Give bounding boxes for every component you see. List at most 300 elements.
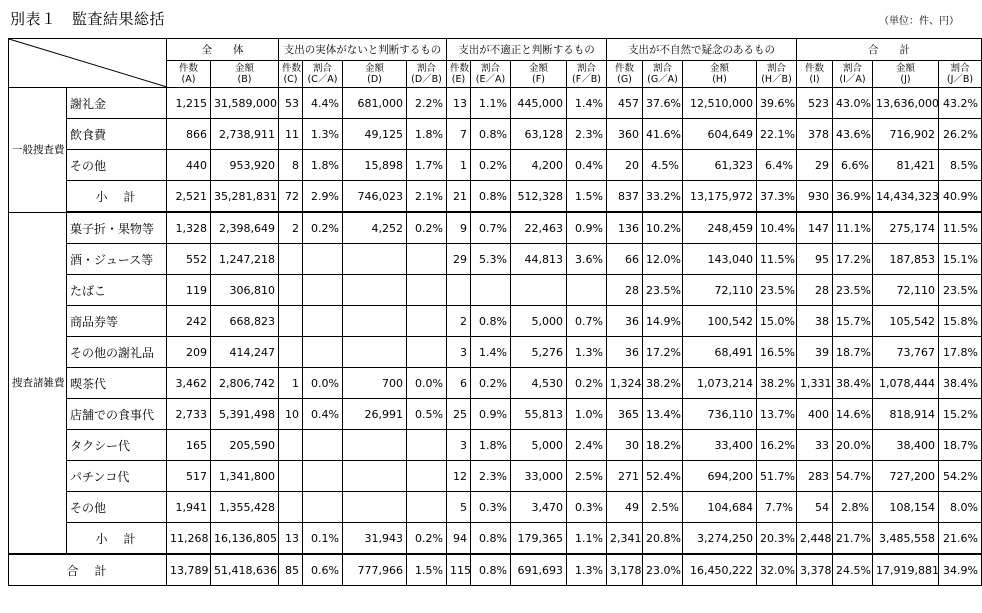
- table-cell: 119: [167, 275, 211, 306]
- table-cell: 681,000: [343, 88, 407, 119]
- column-header: [643, 61, 683, 88]
- table-cell: 13: [279, 523, 303, 555]
- table-cell: 12: [447, 461, 471, 492]
- table-cell: 1.8%: [471, 430, 511, 461]
- table-cell: 30: [607, 430, 643, 461]
- table-cell: 15.2%: [939, 399, 982, 430]
- table-cell: 3,462: [167, 368, 211, 399]
- table-cell: 38.4%: [833, 368, 873, 399]
- column-header: [607, 61, 643, 88]
- table-cell: [343, 337, 407, 368]
- table-cell: 13: [447, 88, 471, 119]
- table-cell: 33: [797, 430, 833, 461]
- table-cell: [279, 461, 303, 492]
- table-cell: 13.7%: [757, 399, 797, 430]
- table-cell: 38.4%: [939, 368, 982, 399]
- table-cell: 0.7%: [567, 306, 607, 337]
- column-header-label: 金額: [234, 63, 254, 74]
- table-cell: 11: [279, 119, 303, 150]
- table-cell: 365: [607, 399, 643, 430]
- table-cell: 21: [447, 181, 471, 213]
- table-cell: 10.2%: [643, 212, 683, 244]
- table-cell: 445,000: [511, 88, 567, 119]
- column-header-label: 金額: [895, 63, 915, 74]
- table-cell: 100,542: [683, 306, 757, 337]
- group-header-row: [9, 39, 982, 61]
- table-cell: 2.4%: [567, 430, 607, 461]
- table-cell: 0.2%: [567, 368, 607, 399]
- table-cell: 38.2%: [757, 368, 797, 399]
- column-header-code: (G／A): [647, 74, 678, 85]
- table-cell: 736,110: [683, 399, 757, 430]
- column-header: [757, 61, 797, 88]
- table-cell: 31,943: [343, 523, 407, 555]
- column-header: [343, 61, 407, 88]
- table-cell: 14,434,323: [873, 181, 939, 213]
- table-cell: 6.6%: [833, 150, 873, 181]
- table-cell: [407, 337, 447, 368]
- table-cell: [343, 244, 407, 275]
- page-header: [0, 0, 971, 36]
- table-cell: 21.6%: [939, 523, 982, 555]
- table-cell: 517: [167, 461, 211, 492]
- subtotal-row: [9, 523, 982, 555]
- table-body: [9, 88, 982, 586]
- table-row: [9, 337, 982, 368]
- table-cell: 3.6%: [567, 244, 607, 275]
- row-label: その他: [67, 150, 167, 181]
- table-cell: 8.5%: [939, 150, 982, 181]
- table-row: [9, 212, 982, 244]
- table-cell: 18.7%: [833, 337, 873, 368]
- table-cell: 165: [167, 430, 211, 461]
- table-cell: 5,276: [511, 337, 567, 368]
- table-cell: 1.4%: [471, 337, 511, 368]
- table-cell: 21.7%: [833, 523, 873, 555]
- table-cell: 2,398,649: [211, 212, 279, 244]
- table-cell: 6.4%: [757, 150, 797, 181]
- table-cell: 0.2%: [471, 150, 511, 181]
- table-cell: 104,684: [683, 492, 757, 523]
- table-row: [9, 88, 982, 119]
- column-header: [567, 61, 607, 88]
- table-cell: [343, 275, 407, 306]
- table-cell: 0.2%: [407, 523, 447, 555]
- table-cell: 248,459: [683, 212, 757, 244]
- table-cell: 49,125: [343, 119, 407, 150]
- table-cell: 12,510,000: [683, 88, 757, 119]
- table-cell: 4,252: [343, 212, 407, 244]
- table-cell: 9: [447, 212, 471, 244]
- table-cell: 11,268: [167, 523, 211, 555]
- table-cell: 694,200: [683, 461, 757, 492]
- column-header-code: (B): [237, 74, 252, 85]
- corner-cell: [9, 39, 167, 88]
- table-cell: 1: [279, 368, 303, 399]
- table-cell: [303, 306, 343, 337]
- table-cell: 51,418,636: [211, 554, 279, 586]
- column-header: [471, 61, 511, 88]
- table-cell: 283: [797, 461, 833, 492]
- table-cell: 0.3%: [567, 492, 607, 523]
- grand-total-label: 合 計: [9, 554, 167, 586]
- table-cell: 8.0%: [939, 492, 982, 523]
- table-cell: [407, 306, 447, 337]
- column-header-label: 割合: [652, 63, 672, 74]
- table-cell: 0.2%: [471, 368, 511, 399]
- table-cell: 1.8%: [303, 150, 343, 181]
- table-row: [9, 492, 982, 523]
- table-cell: 23.0%: [643, 554, 683, 586]
- table-cell: 63,128: [511, 119, 567, 150]
- table-row: [9, 368, 982, 399]
- row-label: 喫茶代: [67, 368, 167, 399]
- table-cell: 1,341,800: [211, 461, 279, 492]
- table-cell: 5,391,498: [211, 399, 279, 430]
- row-label: その他の謝礼品: [67, 337, 167, 368]
- table-cell: 20: [607, 150, 643, 181]
- table-cell: [343, 430, 407, 461]
- table-cell: 52.4%: [643, 461, 683, 492]
- column-header-code: (F／B): [572, 74, 601, 85]
- table-cell: 41.6%: [643, 119, 683, 150]
- table-cell: 14.6%: [833, 399, 873, 430]
- table-cell: 0.8%: [471, 306, 511, 337]
- table-cell: 1,073,214: [683, 368, 757, 399]
- column-header: [511, 61, 567, 88]
- column-header: [303, 61, 343, 88]
- table-cell: 2: [279, 212, 303, 244]
- group-header: 支出の実体がないと判断するもの: [279, 39, 447, 61]
- table-cell: 38,400: [873, 430, 939, 461]
- column-header: [939, 61, 982, 88]
- table-cell: 306,810: [211, 275, 279, 306]
- table-cell: [343, 461, 407, 492]
- table-cell: 26,991: [343, 399, 407, 430]
- table-cell: 953,920: [211, 150, 279, 181]
- corner-diagonal: [9, 39, 167, 87]
- table-cell: 1.0%: [567, 399, 607, 430]
- table-cell: 0.3%: [471, 492, 511, 523]
- subtotal-label: 小 計: [67, 181, 167, 213]
- table-cell: 26.2%: [939, 119, 982, 150]
- table-cell: [407, 461, 447, 492]
- audit-summary-table: [8, 38, 982, 586]
- section-label: 一般捜査費: [9, 88, 67, 213]
- table-cell: 457: [607, 88, 643, 119]
- table-cell: 604,649: [683, 119, 757, 150]
- row-label: 菓子折・果物等: [67, 212, 167, 244]
- table-cell: 1,941: [167, 492, 211, 523]
- subtotal-row: [9, 181, 982, 213]
- table-row: [9, 244, 982, 275]
- table-cell: 3,178: [607, 554, 643, 586]
- table-cell: 0.8%: [471, 119, 511, 150]
- table-cell: 11.5%: [757, 244, 797, 275]
- table-cell: 11.1%: [833, 212, 873, 244]
- table-cell: 17.2%: [833, 244, 873, 275]
- unit-note: （単位：件、円）: [879, 16, 959, 27]
- table-cell: 36: [607, 306, 643, 337]
- table-cell: 12.0%: [643, 244, 683, 275]
- table-cell: [407, 430, 447, 461]
- column-header-code: (D／B): [411, 74, 442, 85]
- table-cell: 2.2%: [407, 88, 447, 119]
- table-cell: 66: [607, 244, 643, 275]
- column-header: [873, 61, 939, 88]
- table-cell: 3,485,558: [873, 523, 939, 555]
- section-label: 捜査諸雑費: [9, 212, 67, 554]
- table-cell: 13,789: [167, 554, 211, 586]
- table-row: [9, 275, 982, 306]
- column-header-label: 件数: [614, 63, 634, 74]
- table-cell: 143,040: [683, 244, 757, 275]
- table-cell: [407, 275, 447, 306]
- column-header-code: (H): [712, 74, 727, 85]
- table-cell: 16.2%: [757, 430, 797, 461]
- group-header: 支出が不適正と判断するもの: [447, 39, 607, 61]
- row-label: その他: [67, 492, 167, 523]
- table-cell: [279, 275, 303, 306]
- table-cell: 85: [279, 554, 303, 586]
- table-cell: 0.9%: [471, 399, 511, 430]
- table-cell: 16.5%: [757, 337, 797, 368]
- column-header-label: 割合: [842, 63, 862, 74]
- table-cell: 4.5%: [643, 150, 683, 181]
- column-header-code: (J): [900, 74, 911, 85]
- table-cell: 1.1%: [567, 523, 607, 555]
- column-header-label: 割合: [950, 63, 970, 74]
- table-cell: 0.7%: [471, 212, 511, 244]
- table-cell: 53: [279, 88, 303, 119]
- table-cell: [407, 244, 447, 275]
- column-header-code: (I／A): [839, 74, 866, 85]
- table-cell: [279, 337, 303, 368]
- table-cell: 2.3%: [567, 119, 607, 150]
- table-cell: 115: [447, 554, 471, 586]
- table-cell: 18.2%: [643, 430, 683, 461]
- table-cell: 29: [797, 150, 833, 181]
- table-cell: 0.2%: [407, 212, 447, 244]
- table-cell: 4,200: [511, 150, 567, 181]
- table-cell: 55,813: [511, 399, 567, 430]
- table-cell: 2,806,742: [211, 368, 279, 399]
- table-cell: 0.5%: [407, 399, 447, 430]
- table-cell: 205,590: [211, 430, 279, 461]
- column-header-code: (D): [367, 74, 382, 85]
- table-cell: [279, 244, 303, 275]
- table-cell: 777,966: [343, 554, 407, 586]
- table-cell: [471, 275, 511, 306]
- table-cell: 33,400: [683, 430, 757, 461]
- column-header-code: (G): [617, 74, 632, 85]
- column-header-code: (E): [451, 74, 466, 85]
- column-header: [167, 61, 211, 88]
- table-cell: 33.2%: [643, 181, 683, 213]
- table-cell: 275,174: [873, 212, 939, 244]
- table-cell: 23.5%: [939, 275, 982, 306]
- table-cell: 37.6%: [643, 88, 683, 119]
- table-cell: [279, 492, 303, 523]
- table-cell: 2,738,911: [211, 119, 279, 150]
- table-row: [9, 306, 982, 337]
- table-cell: [407, 492, 447, 523]
- table-cell: 20.3%: [757, 523, 797, 555]
- table-cell: 727,200: [873, 461, 939, 492]
- table-cell: 94: [447, 523, 471, 555]
- column-header-label: 件数: [282, 63, 302, 74]
- table-cell: 2.5%: [643, 492, 683, 523]
- table-cell: 2,521: [167, 181, 211, 213]
- table-cell: 5,000: [511, 430, 567, 461]
- table-row: [9, 461, 982, 492]
- row-label: 店舗での食事代: [67, 399, 167, 430]
- table-cell: 36.9%: [833, 181, 873, 213]
- table-cell: 360: [607, 119, 643, 150]
- table-cell: 866: [167, 119, 211, 150]
- table-cell: [303, 492, 343, 523]
- table-cell: 7: [447, 119, 471, 150]
- table-cell: 1.4%: [567, 88, 607, 119]
- table-cell: 23.5%: [757, 275, 797, 306]
- table-cell: 20.0%: [833, 430, 873, 461]
- table-cell: 22,463: [511, 212, 567, 244]
- table-cell: 746,023: [343, 181, 407, 213]
- table-cell: 5,000: [511, 306, 567, 337]
- table-cell: 1,247,218: [211, 244, 279, 275]
- column-header-label: 割合: [480, 63, 500, 74]
- table-cell: 34.9%: [939, 554, 982, 586]
- table-cell: 1,331: [797, 368, 833, 399]
- table-cell: [303, 337, 343, 368]
- table-cell: 38.2%: [643, 368, 683, 399]
- table-cell: 17.8%: [939, 337, 982, 368]
- table-cell: 414,247: [211, 337, 279, 368]
- table-cell: 0.8%: [471, 181, 511, 213]
- table-cell: 0.8%: [471, 523, 511, 555]
- table-cell: 43.2%: [939, 88, 982, 119]
- table-cell: 16,136,805: [211, 523, 279, 555]
- table-cell: 13,636,000: [873, 88, 939, 119]
- table-cell: 20.8%: [643, 523, 683, 555]
- table-row: [9, 430, 982, 461]
- table-cell: 3,274,250: [683, 523, 757, 555]
- table-cell: 95: [797, 244, 833, 275]
- table-cell: 3,470: [511, 492, 567, 523]
- table-cell: 28: [797, 275, 833, 306]
- table-cell: 1.3%: [567, 554, 607, 586]
- table-cell: [343, 492, 407, 523]
- table-cell: 2.8%: [833, 492, 873, 523]
- row-label: タクシー代: [67, 430, 167, 461]
- group-header: 全 体: [167, 39, 279, 61]
- row-label: 謝礼金: [67, 88, 167, 119]
- table-cell: 38: [797, 306, 833, 337]
- table-cell: 51.7%: [757, 461, 797, 492]
- table-cell: 72,110: [683, 275, 757, 306]
- table-cell: 6: [447, 368, 471, 399]
- table-row: [9, 119, 982, 150]
- column-header-label: 件数: [178, 63, 198, 74]
- table-cell: 1,215: [167, 88, 211, 119]
- table-row: [9, 150, 982, 181]
- table-cell: 29: [447, 244, 471, 275]
- table-cell: [303, 430, 343, 461]
- table-cell: 1,078,444: [873, 368, 939, 399]
- table-cell: 2: [447, 306, 471, 337]
- table-cell: 37.3%: [757, 181, 797, 213]
- table-cell: 400: [797, 399, 833, 430]
- column-header-label: 金額: [528, 63, 548, 74]
- table-cell: 668,823: [211, 306, 279, 337]
- table-cell: 0.4%: [303, 399, 343, 430]
- table-cell: 2,341: [607, 523, 643, 555]
- table-cell: 242: [167, 306, 211, 337]
- table-cell: 44,813: [511, 244, 567, 275]
- table-cell: 4,530: [511, 368, 567, 399]
- subtotal-label: 小 計: [67, 523, 167, 555]
- table-cell: 39.6%: [757, 88, 797, 119]
- table-cell: 43.0%: [833, 88, 873, 119]
- table-cell: 72,110: [873, 275, 939, 306]
- table-cell: [567, 275, 607, 306]
- table-cell: 17,919,881: [873, 554, 939, 586]
- table-cell: 5.3%: [471, 244, 511, 275]
- column-header-label: 件数: [804, 63, 824, 74]
- table-cell: 1.5%: [407, 554, 447, 586]
- table-cell: [279, 306, 303, 337]
- table-cell: 930: [797, 181, 833, 213]
- column-header-code: (J／B): [946, 74, 974, 85]
- table-cell: 136: [607, 212, 643, 244]
- row-label: たばこ: [67, 275, 167, 306]
- column-header: [447, 61, 471, 88]
- table-cell: [511, 275, 567, 306]
- table-cell: 35,281,831: [211, 181, 279, 213]
- table-cell: 54.7%: [833, 461, 873, 492]
- column-header-code: (F): [532, 74, 545, 85]
- table-cell: 36: [607, 337, 643, 368]
- table-cell: 15,898: [343, 150, 407, 181]
- table-cell: 15.0%: [757, 306, 797, 337]
- table-cell: 17.2%: [643, 337, 683, 368]
- row-label: 酒・ジュース等: [67, 244, 167, 275]
- table-cell: 0.9%: [567, 212, 607, 244]
- table-cell: 73,767: [873, 337, 939, 368]
- table-cell: [303, 244, 343, 275]
- table-cell: 1,328: [167, 212, 211, 244]
- table-cell: 1.7%: [407, 150, 447, 181]
- row-label: パチンコ代: [67, 461, 167, 492]
- table-cell: [279, 430, 303, 461]
- table-cell: 11.5%: [939, 212, 982, 244]
- grand-total-row: [9, 554, 982, 586]
- table-cell: [303, 275, 343, 306]
- table-cell: 43.6%: [833, 119, 873, 150]
- table-cell: 691,693: [511, 554, 567, 586]
- table-cell: 24.5%: [833, 554, 873, 586]
- column-header-code: (C): [283, 74, 298, 85]
- table-cell: 18.7%: [939, 430, 982, 461]
- table-cell: 16,450,222: [683, 554, 757, 586]
- table-cell: 23.5%: [643, 275, 683, 306]
- table-cell: 54.2%: [939, 461, 982, 492]
- table-cell: 72: [279, 181, 303, 213]
- table-cell: 512,328: [511, 181, 567, 213]
- table-cell: 13.4%: [643, 399, 683, 430]
- table-cell: 4.4%: [303, 88, 343, 119]
- table-cell: 7.7%: [757, 492, 797, 523]
